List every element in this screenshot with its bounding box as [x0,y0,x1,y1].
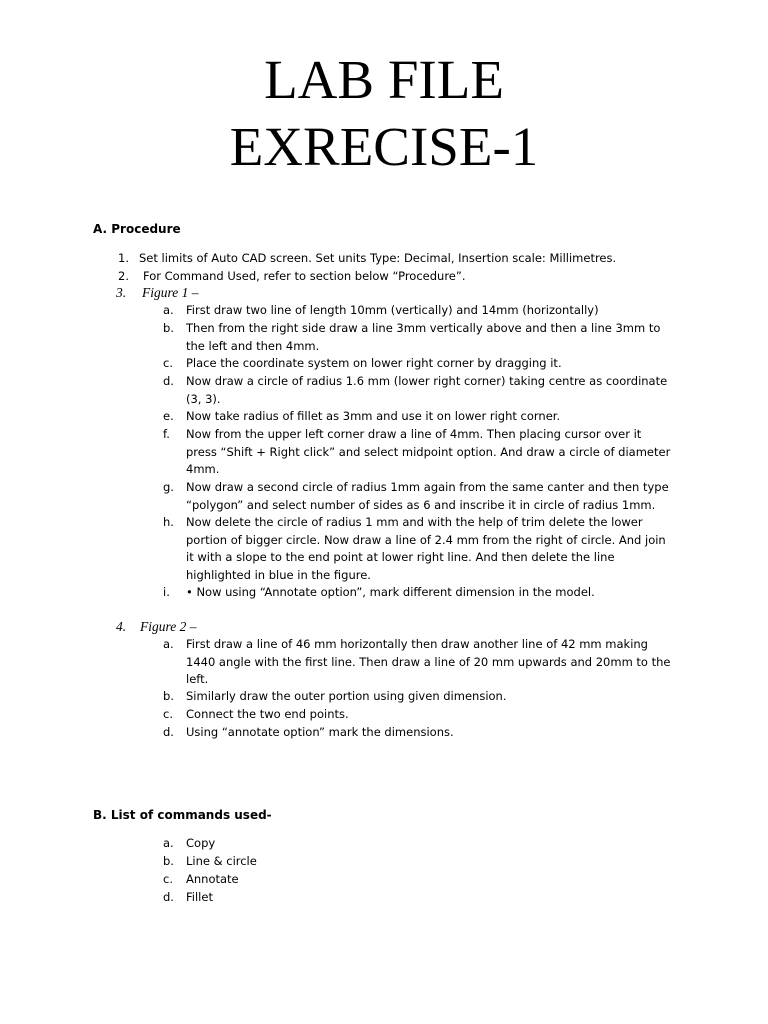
list-item-marker: d. [163,725,174,739]
list-item-marker: c. [163,356,173,370]
list-item-text: portion of bigger circle. Now draw a line of 2.4 mm from the right of circle. And join [186,532,666,547]
command-text: Copy [186,836,216,850]
list-item-text: Connect the two end points. [186,707,349,721]
list-item-text: 4mm. [186,462,220,476]
figure1-label: Figure 1 – [142,285,199,300]
list-item-marker: g. [163,480,174,494]
list-item-text: Now delete the circle of radius 1 mm and with the help of trim delete the lower [186,515,643,529]
list-item-text: 1440 angle with the first line. Then draw a line of 20 mm upwards and 20mm to the [186,654,671,669]
section-b-heading: B. List of commands used- [93,808,272,822]
list-item-text: Now from the upper left corner draw a line of 4mm. Then placing cursor over it [186,427,642,441]
command-marker: d. [163,890,174,904]
list-item-marker: a. [163,303,174,317]
list-item-text: Using “annotate option” mark the dimensions. [186,725,454,739]
list-item-text: (3, 3). [186,391,221,406]
list-item-marker: i. [163,585,170,599]
command-marker: b. [163,854,174,868]
list-item-text: it with a slope to the end point at lower right line. And then delete the line [186,550,615,564]
command-marker: a. [163,836,174,850]
step-marker: 2. [118,269,129,283]
list-item-text: “polygon” and select number of sides as 6 and inscribe it in circle of radius 1mm. [186,497,656,512]
figure2-marker: 4. [116,619,127,634]
command-text: Fillet [186,890,213,904]
list-item-text: First draw a line of 46 mm horizontally then draw another line of 42 mm making [186,637,648,651]
command-text: Line & circle [186,854,257,868]
list-item-marker: h. [163,515,174,529]
list-item-text: Then from the right side draw a line 3mm vertically above and then a line 3mm to [186,321,661,335]
list-item-text: Place the coordinate system on lower right corner by dragging it. [186,356,562,370]
list-item-text: left. [186,672,209,686]
list-item-text: First draw two line of length 10mm (vertically) and 14mm (horizontally) [186,303,599,317]
list-item-text: the left and then 4mm. [186,338,320,353]
list-item-marker: b. [163,321,174,335]
list-item-text: Now draw a second circle of radius 1mm again from the same canter and then type [186,480,669,494]
step-marker: 1. [118,251,129,265]
list-item-text: Now take radius of fillet as 3mm and use it on lower right corner. [186,409,561,423]
list-item-marker: d. [163,374,174,388]
list-item-marker: c. [163,707,173,721]
list-item-marker: b. [163,689,174,703]
step-text: Set limits of Auto CAD screen. Set units Type: Decimal, Insertion scale: Millimetres. [139,251,617,265]
document-title-line-1: LAB FILE [264,49,504,110]
list-item-text: highlighted in blue in the figure. [186,567,371,582]
document-title-line-2: EXRECISE-1 [229,116,539,177]
command-text: Annotate [186,872,239,886]
figure2-label: Figure 2 – [140,619,197,634]
list-item-marker: a. [163,637,174,651]
list-item-text: Similarly draw the outer portion using given dimension. [186,689,507,703]
list-item-marker: f. [163,427,170,441]
section-a-heading: A. Procedure [93,222,181,236]
list-item-text: Now draw a circle of radius 1.6 mm (lower right corner) taking centre as coordinate [186,374,668,388]
list-item-text: press “Shift + Right click” and select midpoint option. And draw a circle of diameter [186,444,671,459]
command-marker: c. [163,872,173,886]
figure1-marker: 3. [116,285,127,300]
step-text: For Command Used, refer to section below “Procedure”. [143,269,466,283]
list-item-text: • Now using “Annotate option”, mark different dimension in the model. [186,585,595,599]
list-item-marker: e. [163,409,174,423]
